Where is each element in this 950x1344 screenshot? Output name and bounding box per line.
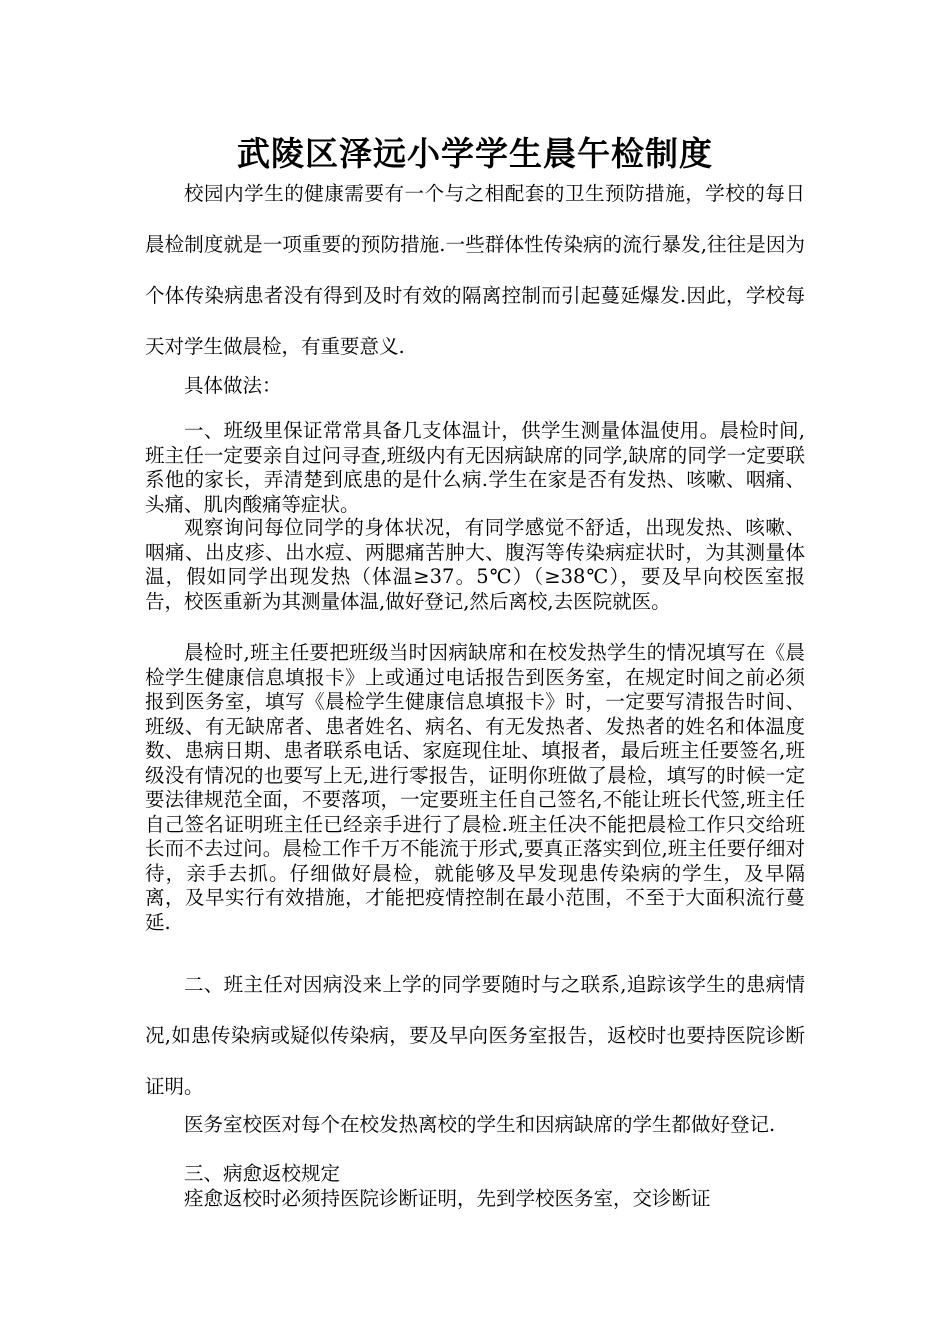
paragraph-clinic-record: 医务室校医对每个在校发热离校的学生和因病缺席的学生都做好登记. [184, 1113, 776, 1136]
paragraph-methods-heading: 具体做法： [184, 374, 282, 397]
paragraph-morning-check: 晨检时,班主任要把班级当时因病缺席和在校发热学生的情况填写在《晨检学生健康信息填报卡》上或通过电话报告到医务室，在规定时间之前必须报到医务室，填写《晨检学生健康信息填报卡》时，一定要写清报告时间、班级、有无缺席者、患者姓名、病名、有无发热者、发热者的姓名和体温度数、患病日期、患者联系电话、家庭现住址、填报者，最后班主任要签名,班级没有情况的也要写上无,进行零报告，证明你班做了晨检，填写的时候一定要法律规范全面，不要落项，一定要班主任自己签名,不能让班长代签,班主任自己签名证明班主任已经亲手进行了晨检.班主任决不能把晨检工作只交给班长而不去过问。晨检工作千万不能流于形式,要真正落实到位,班主任要仔细对待，亲手去抓。仔细做好晨检，就能够及早发现患传染病的学生，及早隔离，及早实行有效措施，才能把疫情控制在最小范围，不至于大面积流行蔓延. [145, 641, 805, 934]
paragraph-item-one: 一、班级里保证常常具备几支体温计，供学生测量体温使用。晨检时间,班主任一定要亲自过问寻查,班级内有无因病缺席的同学,缺席的同学一定要联系他的家长，弄清楚到底患的是什么病.学生在家是否有发热、咳嗽、咽痛、头痛、肌肉酸痛等症状。 [145, 419, 805, 516]
paragraph-return-rule: 痊愈返校时必须持医院诊断证明，先到学校医务室，交诊断证 [184, 1187, 711, 1210]
document-title: 武陵区泽远小学学生晨午检制度 [237, 134, 713, 173]
paragraph-intro: 校园内学生的健康需要有一个与之相配套的卫生预防措施，学校的每日晨检制度就是一项重要的预防措施.一些群体性传染病的流行暴发,往往是因为个体传染病患者没有得到及时有效的隔离控制而引起蔓延爆发.因此，学校每天对学生做晨检，有重要意义. [145, 182, 805, 358]
paragraph-item-two: 二、班主任对因病没来上学的同学要随时与之联系,追踪该学生的患病情况,如患传染病或疑似传染病，要及早向医务室报告，返校时也要持医院诊断证明。 [145, 973, 805, 1098]
paragraph-observation: 观察询问每位同学的身体状况，有同学感觉不舒适，出现发热、咳嗽、咽痛、出皮疹、出水痘、两腮痛苦肿大、腹泻等传染病症状时，为其测量体温，假如同学出现发热（体温≥37。5℃）（≥38℃），要及早向校医室报告，校医重新为其测量体温,做好登记,然后离校,去医院就医。 [145, 516, 805, 613]
paragraph-item-three: 三、病愈返校规定 [184, 1162, 341, 1185]
